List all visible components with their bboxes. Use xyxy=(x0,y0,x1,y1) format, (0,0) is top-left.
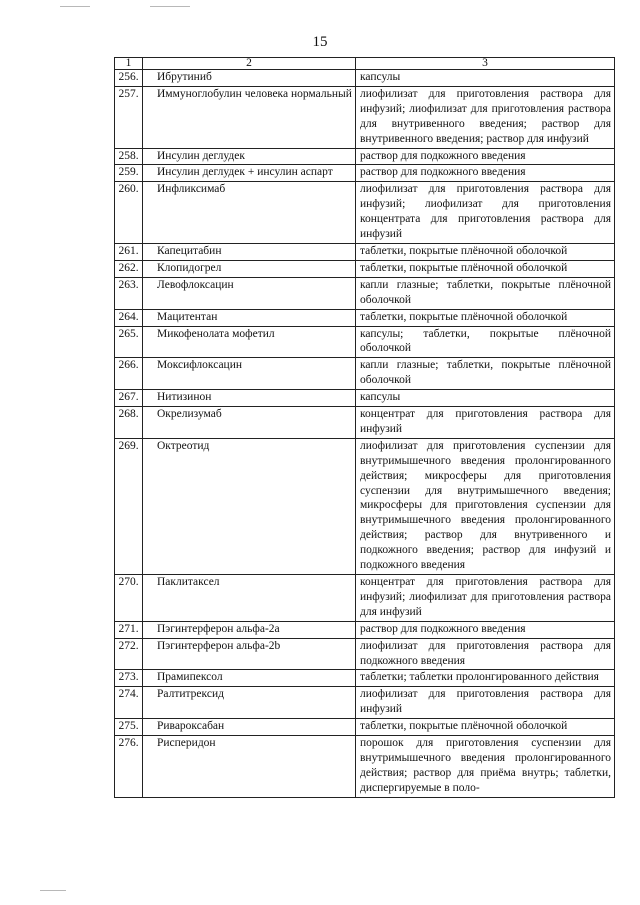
table-row xyxy=(115,326,615,358)
dosage-form: таблетки, покрытые плёночной оболочкой xyxy=(356,719,615,736)
dosage-form: раствор для подкожного введения xyxy=(356,148,615,165)
column-header: 1 xyxy=(115,58,143,70)
dosage-form: капсулы xyxy=(356,70,615,87)
table-header-row xyxy=(115,58,615,70)
dosage-form: капли глазные; таблетки, покрытые плёночной оболочкой xyxy=(356,277,615,309)
dosage-form: раствор для подкожного введения xyxy=(356,165,615,182)
drug-name: Микофенолата мофетил xyxy=(143,326,356,358)
drug-name: Ривароксабан xyxy=(143,719,356,736)
table-row xyxy=(115,390,615,407)
dosage-form: капсулы xyxy=(356,390,615,407)
dosage-form: капли глазные; таблетки, покрытые плёночной оболочкой xyxy=(356,358,615,390)
dosage-form: лиофилизат для приготовления раствора для инфузий; лиофилизат для приготовления раствора для внутривенного введения; раствор для внутривенного введения; раствор для инфузий xyxy=(356,86,615,148)
dosage-form: лиофилизат для приготовления раствора для подкожного введения xyxy=(356,638,615,670)
scan-artifact xyxy=(150,6,190,7)
table-row xyxy=(115,182,615,244)
row-number: 258. xyxy=(115,148,143,165)
scan-artifact xyxy=(40,890,66,891)
row-number: 276. xyxy=(115,736,143,798)
dosage-form: таблетки, покрытые плёночной оболочкой xyxy=(356,309,615,326)
drug-name: Моксифлоксацин xyxy=(143,358,356,390)
drug-name: Окрелизумаб xyxy=(143,407,356,439)
dosage-form: таблетки, покрытые плёночной оболочкой xyxy=(356,260,615,277)
page-number: 15 xyxy=(312,34,328,50)
table-row xyxy=(115,719,615,736)
drug-name: Инсулин деглудек xyxy=(143,148,356,165)
row-number: 259. xyxy=(115,165,143,182)
row-number: 267. xyxy=(115,390,143,407)
drug-name: Инфликсимаб xyxy=(143,182,356,244)
drug-name: Пэгинтерферон альфа-2b xyxy=(143,638,356,670)
drug-name: Мацитентан xyxy=(143,309,356,326)
dosage-form: лиофилизат для приготовления раствора для инфузий; лиофилизат для приготовления концентрата для приготовления раствора для инфузий xyxy=(356,182,615,244)
table-row xyxy=(115,86,615,148)
dosage-form: раствор для подкожного введения xyxy=(356,621,615,638)
drug-name: Левофлоксацин xyxy=(143,277,356,309)
dosage-form: порошок для приготовления суспензии для внутримышечного введения пролонгированного действия; раствор для приёма внутрь; таблетки, диспергируемые в поло- xyxy=(356,736,615,798)
table-row xyxy=(115,260,615,277)
row-number: 274. xyxy=(115,687,143,719)
table-row xyxy=(115,309,615,326)
column-header: 2 xyxy=(143,58,356,70)
dosage-form: капсулы; таблетки, покрытые плёночной оболочкой xyxy=(356,326,615,358)
row-number: 271. xyxy=(115,621,143,638)
table-row xyxy=(115,70,615,87)
row-number: 273. xyxy=(115,670,143,687)
drug-name: Рисперидон xyxy=(143,736,356,798)
row-number: 266. xyxy=(115,358,143,390)
row-number: 262. xyxy=(115,260,143,277)
drug-name: Пэгинтерферон альфа-2а xyxy=(143,621,356,638)
row-number: 265. xyxy=(115,326,143,358)
table-row xyxy=(115,165,615,182)
table-row xyxy=(115,736,615,798)
dosage-form: концентрат для приготовления раствора для инфузий xyxy=(356,407,615,439)
table-row xyxy=(115,358,615,390)
row-number: 260. xyxy=(115,182,143,244)
table-row xyxy=(115,277,615,309)
row-number: 257. xyxy=(115,86,143,148)
drug-name: Ралтитрексид xyxy=(143,687,356,719)
row-number: 256. xyxy=(115,70,143,87)
drug-name: Ибрутиниб xyxy=(143,70,356,87)
table-row xyxy=(115,687,615,719)
table-row xyxy=(115,407,615,439)
table-row xyxy=(115,638,615,670)
drug-name: Паклитаксел xyxy=(143,575,356,622)
drug-name: Прамипексол xyxy=(143,670,356,687)
drug-name: Иммуноглобулин человека нормальный xyxy=(143,86,356,148)
drug-name: Инсулин деглудек + инсулин аспарт xyxy=(143,165,356,182)
scan-artifact xyxy=(60,6,90,7)
row-number: 275. xyxy=(115,719,143,736)
drug-table xyxy=(114,57,615,798)
row-number: 269. xyxy=(115,438,143,574)
drug-name: Октреотид xyxy=(143,438,356,574)
dosage-form: лиофилизат для приготовления раствора для инфузий xyxy=(356,687,615,719)
row-number: 272. xyxy=(115,638,143,670)
drug-name: Нитизинон xyxy=(143,390,356,407)
table-row xyxy=(115,575,615,622)
row-number: 263. xyxy=(115,277,143,309)
table-row xyxy=(115,670,615,687)
dosage-form: таблетки; таблетки пролонгированного действия xyxy=(356,670,615,687)
row-number: 264. xyxy=(115,309,143,326)
table-row xyxy=(115,148,615,165)
row-number: 261. xyxy=(115,243,143,260)
dosage-form: лиофилизат для приготовления суспензии для внутримышечного введения пролонгированного действия; микросферы для приготовления суспензии для внутримышечного введения; микросферы для приготовления суспензии для внутримышечного введения пролонгированного действия; раствор для внутривенного и подкожного введения; раствор для инфузий и подкожного введения xyxy=(356,438,615,574)
table-row xyxy=(115,438,615,574)
dosage-form: таблетки, покрытые плёночной оболочкой xyxy=(356,243,615,260)
table-row xyxy=(115,243,615,260)
row-number: 268. xyxy=(115,407,143,439)
dosage-form: концентрат для приготовления раствора для инфузий; лиофилизат для приготовления раствора для инфузий xyxy=(356,575,615,622)
row-number: 270. xyxy=(115,575,143,622)
column-header: 3 xyxy=(356,58,615,70)
drug-name: Капецитабин xyxy=(143,243,356,260)
table-row xyxy=(115,621,615,638)
drug-name: Клопидогрел xyxy=(143,260,356,277)
